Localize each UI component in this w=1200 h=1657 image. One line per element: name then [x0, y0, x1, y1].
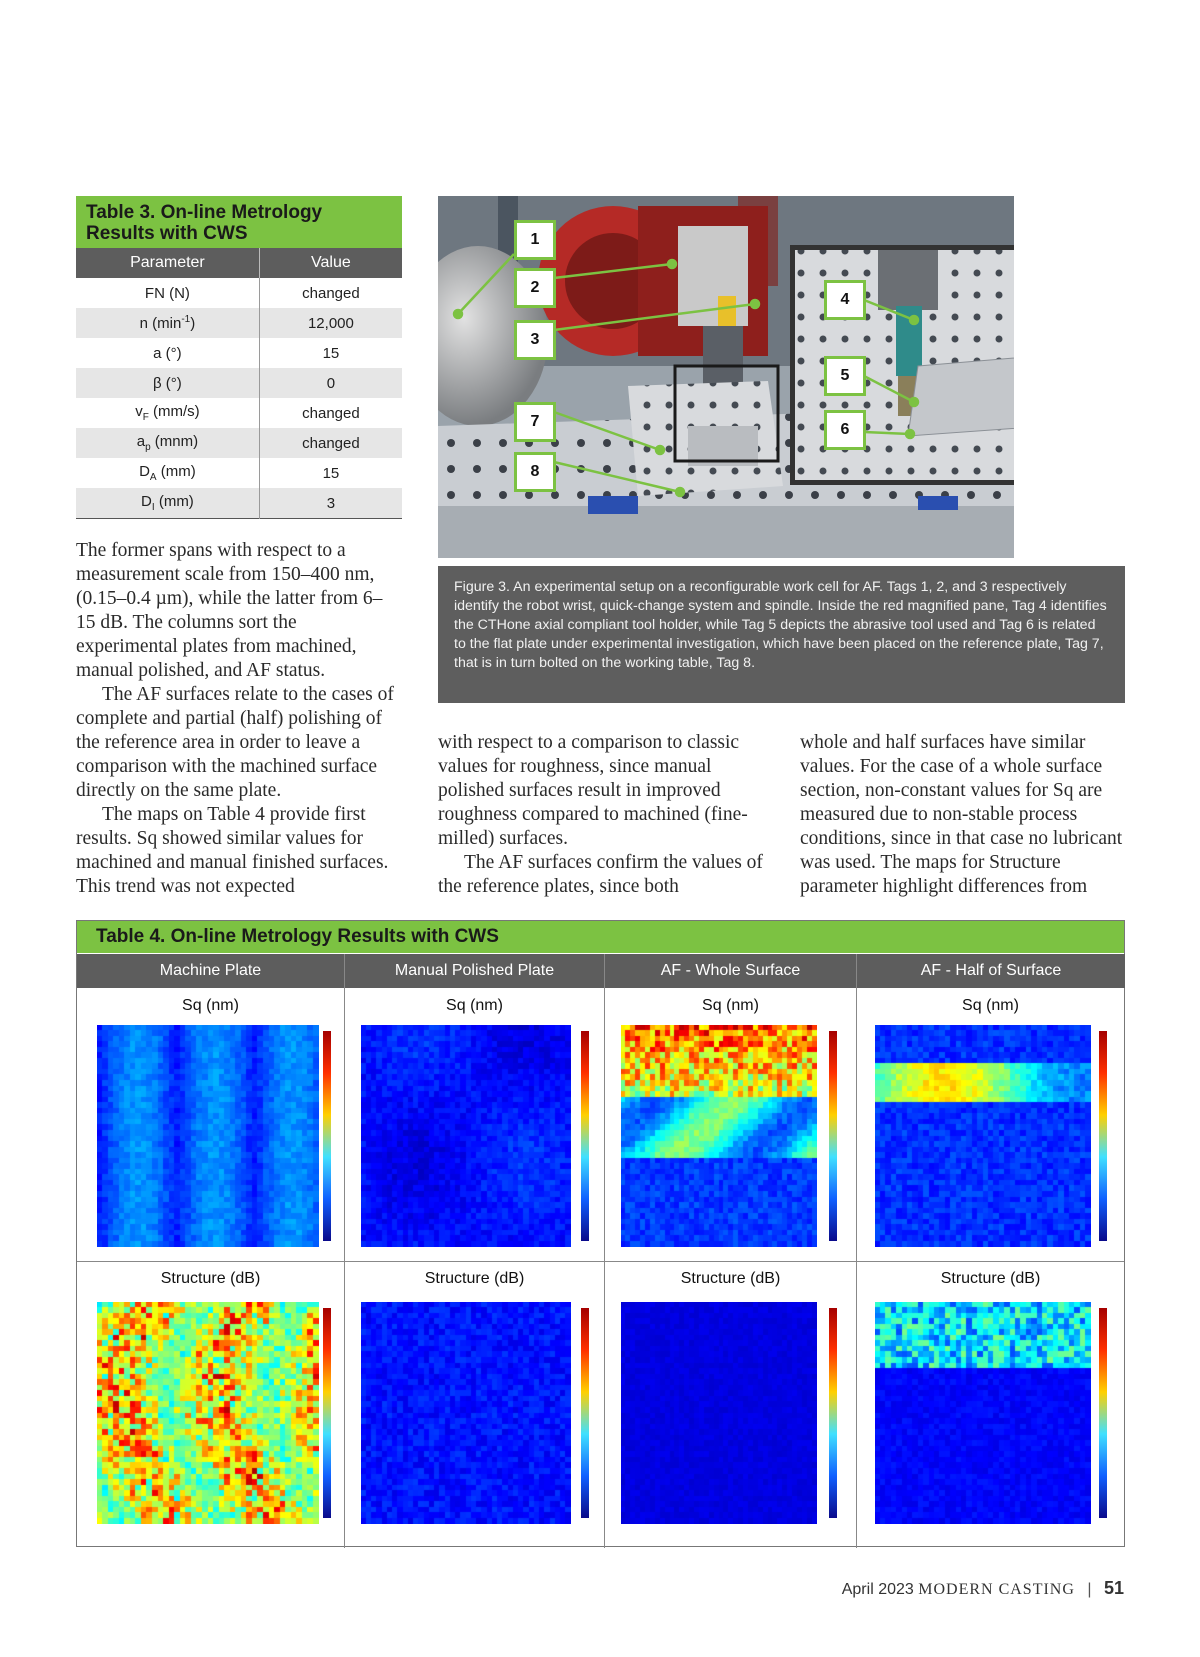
colorbar	[323, 1031, 331, 1241]
page-number: 51	[1103, 1578, 1124, 1598]
colorbar	[829, 1031, 837, 1241]
body-column-2	[438, 731, 768, 899]
table-cell-value: 0	[259, 368, 402, 398]
map-label: Structure (dB)	[680, 1270, 781, 1287]
colorbar	[829, 1308, 837, 1518]
tag-1: 1	[514, 220, 556, 260]
heatmap	[361, 1025, 571, 1247]
paragraph: The maps on Table 4 provide first results. Sq showed similar values for machined and manual finished surfaces. This trend was not expected	[76, 804, 389, 897]
table-cell-param: β (°)	[76, 368, 259, 398]
paragraph: The AF surfaces confirm the values of the reference plates, since both	[438, 852, 763, 897]
tag-3: 3	[514, 320, 556, 360]
map-label: Structure (dB)	[160, 1270, 261, 1287]
heatmap	[621, 1302, 817, 1524]
colorbar	[1099, 1308, 1107, 1518]
table-4-title: Table 4. On-line Metrology Results with CWS	[77, 921, 1124, 953]
map-label: Sq (nm)	[182, 997, 239, 1014]
map-cell-machine-structure	[77, 1262, 344, 1546]
table-cell-param: FN (N)	[76, 278, 259, 308]
table-cell-param: $a_p$ (mnm)	[76, 428, 259, 458]
table-cell-value: changed	[259, 428, 402, 458]
footer-separator: |	[1087, 1581, 1092, 1598]
table-cell-param: n $(\min^{-1})$	[76, 308, 259, 338]
table-cell-value: changed	[302, 404, 360, 422]
table-cell-value: 15	[322, 344, 340, 362]
colorbar	[323, 1308, 331, 1518]
heatmap	[361, 1302, 571, 1524]
table-3	[76, 196, 402, 519]
column-header-machine-plate: Machine Plate	[77, 954, 344, 988]
body-column-1	[76, 539, 398, 899]
tag-2: 2	[514, 268, 556, 308]
column-header-manual-polished: Manual Polished Plate	[345, 954, 604, 988]
heatmap	[621, 1025, 817, 1247]
column-header-parameter: Parameter	[76, 248, 259, 278]
paragraph: with respect to a comparison to classic values for roughness, since manual polished surfaces result in improved roughness compared to machined (fine-milled) surfaces.	[438, 732, 748, 849]
map-label: Sq (nm)	[702, 997, 759, 1014]
colorbar	[581, 1308, 589, 1518]
heatmap	[875, 1302, 1091, 1524]
tag-8: 8	[514, 452, 556, 492]
page-footer	[842, 1578, 1124, 1599]
body-column-3	[800, 731, 1125, 899]
table-cell-value: 12,000	[259, 308, 402, 338]
map-label: Sq (nm)	[446, 997, 503, 1014]
table-cell-param: $D_A$ (mm)	[76, 458, 259, 488]
column-header-af-half: AF - Half of Surface	[857, 954, 1125, 988]
table-4	[76, 920, 1125, 1547]
magazine-name: MODERN CASTING	[918, 1581, 1075, 1598]
column-header-value: Value	[259, 248, 402, 278]
table-cell-param: $D_I$ (mm)	[76, 488, 259, 519]
map-cell-machine-sq	[77, 989, 344, 1261]
figure-3-photo	[438, 196, 1014, 558]
map-cell-af-half-sq	[857, 989, 1124, 1261]
table-cell-param: $v_F$ (mm/s)	[76, 398, 259, 428]
map-cell-manual-structure	[345, 1262, 604, 1546]
map-label: Structure (dB)	[940, 1270, 1041, 1287]
map-label: Sq (nm)	[962, 997, 1019, 1014]
tag-7: 7	[514, 402, 556, 442]
map-cell-af-whole-structure	[605, 1262, 856, 1546]
tag-6: 6	[824, 410, 866, 450]
map-cell-manual-sq	[345, 989, 604, 1261]
heatmap	[875, 1025, 1091, 1247]
map-label: Structure (dB)	[424, 1270, 525, 1287]
figure-3-caption: Figure 3. An experimental setup on a reconfigurable work cell for AF. Tags 1, 2, and 3 respectively identify the robot wrist, quick-change system and spindle. Inside the red magnified pane, Tag 4 identifies the CTHone axial compliant tool holder, while Tag 5 depicts the abrasive tool used and Tag 6 is related to the flat plate under experimental investigation, which have been placed on the reference plate, Tag 7, that is in turn bolted on the working table, Tag 8.	[438, 566, 1125, 703]
colorbar	[581, 1031, 589, 1241]
colorbar	[1099, 1031, 1107, 1241]
paragraph: The AF surfaces relate to the cases of complete and partial (half) polishing of the reference area in order to leave a comparison with the machined surface directly on the same plate.	[76, 684, 394, 801]
paragraph: whole and half surfaces have similar values. For the case of a whole surface section, non-constant values for Sq are measured due to non-stable process conditions, since in that case no lubricant was used. The maps for Structure parameter highlight differences from	[800, 732, 1123, 897]
table-cell-param: a (°)	[76, 338, 259, 368]
heatmap	[97, 1302, 319, 1524]
tag-5: 5	[824, 356, 866, 396]
map-cell-af-half-structure	[857, 1262, 1124, 1546]
tag-4: 4	[824, 280, 866, 320]
issue-date: April 2023	[841, 1581, 914, 1598]
column-header-af-whole: AF - Whole Surface	[605, 954, 856, 988]
paragraph: The former spans with respect to a measurement scale from 150–400 nm, (0.15–0.4 µm), while the latter from 6–15 dB. The columns sort the experimental plates from machined, manual polished, and AF status.	[76, 540, 383, 681]
table-3-title: Table 3. On-line Metrology Results with CWS	[76, 196, 402, 248]
table-cell-value: changed	[302, 284, 360, 302]
table-3-grid	[76, 248, 402, 519]
table-cell-value: 3	[259, 488, 402, 519]
table-cell-value: 15	[322, 464, 340, 482]
heatmap	[97, 1025, 319, 1247]
map-cell-af-whole-sq	[605, 989, 856, 1261]
